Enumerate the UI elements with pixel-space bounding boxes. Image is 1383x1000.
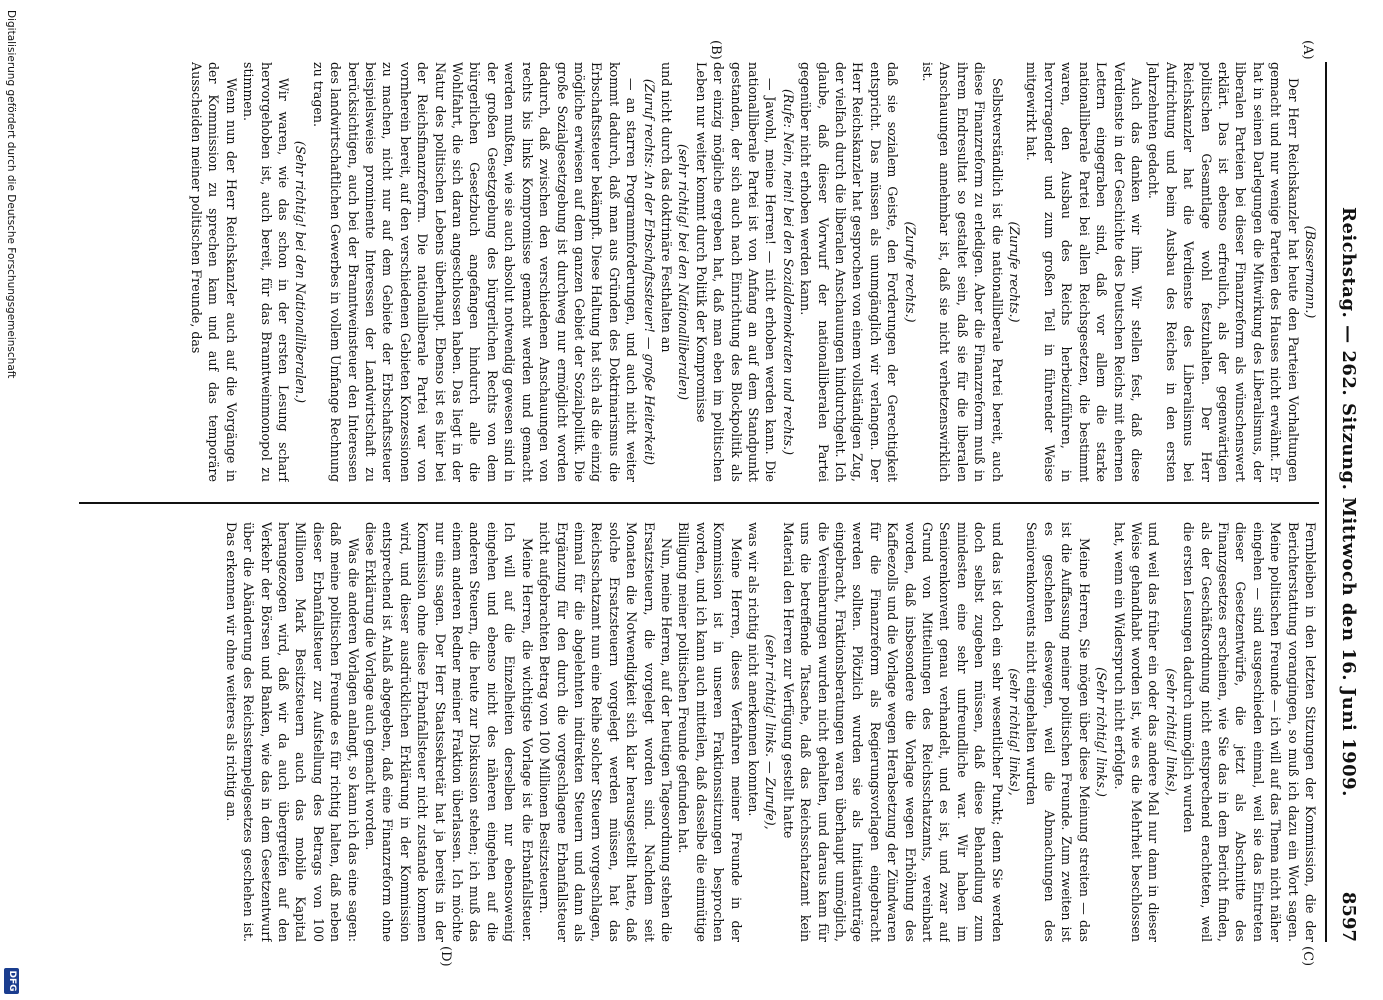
digitization-footer [0,0,21,1000]
paragraph: was wir als richtig nicht anerkennen konnten. [746,522,761,817]
header-title: Reichstag. — 262. Sitzung. Mittwoch den 16. Juni 1909. [1338,207,1359,797]
paragraph: und nicht durch das doktrinäre Festhalten an [658,62,674,353]
interjection: (Zuruf rechts: An der Erbschaftssteuer! — große Heiterkeit) [641,78,657,466]
margin-marker-b: (B) [708,40,723,60]
paragraph: daß sie sozialem Geiste, den Forderungen der Gerechtigkeit entspricht. Das müssen als unumgänglich wir verlangen. Der Herr Reichskanzler hat gesprochen von einem vollständigen Zug, der vielfach durch die liberalen Anschauungen hindurchgeht. Ich glaube, daß dieser Vorwurf der nationalliberalen Partei gegenüber nicht erhoben werden kann. [798,62,901,482]
paragraph: Was die anderen Vorlagen anlangt, so kann ich das eine sagen: daß meine politischen Freunde es für richtig halten, daß neben dieser Erbanfallsteuer zur Aufstellung des Betrags von 100 Millionen Mark Besitzsteuern auch das mobile Kapital herangezogen wird, daß wir da auch übergreifen auf den Verkehr der Börsen und Banken, wie das in dem Gesetzentwurf über die Abänderung des Reichsstempelgesetzes geschehen ist. Das erkennen wir ohne weiteres als richtig an. [223,522,361,942]
paragraph: Auch das danken wir ihm. Wir stellen fest, daß diese Verdienste in der Geschichte des Deutschen Reichs mit ehernen Lettern eingegraben sind, daß vor allem die starke nationalliberale Partei bei allen Reichsgesetzen, die bestimmt waren, den Ausbau des Reichs herbeizuführen, in hervorragender und zum großen Teil in führender Weise mitgewirkt hat. [1024,62,1144,482]
paragraph: Der Herr Reichskanzler hat heute den Parteien Vorhaltungen gemacht und nur wenige Parteien des Hauses nicht erwähnt. Er hat in seinen Darlegungen die Mitwirkung des Liberalismus, der liberalen Parteien bei dieser Finanzreform als wünschenswert erklärt. Das ist ebenso erfreulich, als der gegenwärtigen politischen Gesamtlage wohl festzuhalten. Der Herr Reichskanzler hat die Verdienste des Liberalismus bei Aufrichtung und beim Ausbau des Reiches in den ersten Jahrzehnten gedacht. [1146,62,1301,482]
interjection: (Sehr richtig! bei den Nationalliberalen.) [293,140,309,404]
paragraph: Nun, meine Herren, auf der heutigen Tagesordnung stehen die Ersatzsteuern, die vorgelegt worden sind. Nachdem seit Monaten die Notwendigkeit sich klar herausgestellt hatte, daß solche Ersatzsteuern vorgelegt werden müssen, hat das Reichsschatzamt nun eine Reihe solcher Steuern vorgeschlagen, einmal für die abgelehnten indirekten Steuern und dann als Ergänzung für den durch die vorgeschlagene Erbanfallsteuer nicht aufgebrachten Betrag von 100 Millionen Besitzsteuern. [537,522,674,942]
interjection: (Sehr richtig! links.) [1094,667,1110,797]
interjection: (sehr richtig! links), [1007,668,1023,796]
paragraph: Wenn nun der Herr Reichskanzler auch auf die Vorgänge in der Kommission zu sprechen kam und auf das temporäre Ausscheiden meiner politischen Freunde, das [189,62,239,482]
header-rule [1325,62,1327,942]
paragraph: und weil das früher ein oder das andere Mal nur dann in dieser Weise gehandhabt worden ist, wie es die Mehrheit beschlossen hat, wenn ein Widerspruch nicht erfolgte. [1111,522,1162,942]
interjection: (sehr richtig! bei den Nationalliberalen) [676,143,692,400]
paragraph: — Jawohl, meine Herren! — nicht erhoben werden kann. Die nationalliberale Partei ist von Anfang an auf dem Standpunkt gestanden, der sich auch nach Einrichtung des Blockpolitik als der einzig mögliche ergeben hat, daß man eben im politischen Leben nur weiter kommt durch Politik der Kompromisse [693,62,779,482]
interjection: (sehr richtig! links), [1163,668,1179,796]
margin-marker-a: (A) [1300,40,1315,60]
dfg-logo: DFG [4,968,19,994]
column-divider [79,502,1319,504]
interjection: (Rufe: Nein, nein! bei den Sozialdemokraten und rechts.) [780,88,796,456]
paragraph: Wir waren, wie das schon in der ersten Lesung scharf hervorgehoben ist, auch bereit, für das Branntweinmonopol zu stimmen. [241,62,292,482]
margin-marker-d: (D) [438,946,453,967]
paragraph: Selbstverständlich ist die nationalliberale Partei bereit, auch diese Finanzreform zu erledigen. Aber die Finanzreform muß in ihrem Endresultat so gestaltet sein, daß sie für die liberalen Anschauungen annehmbar ist, daß sie nicht verhetzenswirklich ist. [920,62,1005,482]
paragraph: Meine Herren, dieses Verfahren meiner Freunde in der Kommission ist in unseren Fraktionssitzungen besprochen worden, und ich kann auch mitteilen, daß dasselbe die einmütige Billigung meiner politischen Freunde gefunden hat. [676,522,744,942]
margin-marker-c: (C) [1300,946,1315,967]
paragraph: und das ist doch ein sehr wesentlicher Punkt; denn Sie werden doch selbst zugeben müssen, daß diese Behandlung zum mindesten eine sehr unfreundliche war. Wir haben im Seniorenkonvent genau verhandelt, und es ist, und zwar auf Grund von Mitteilungen des Reichsschatzamts, vereinbart worden, daß insbesondere die Vorlage wegen Erhöhung des Kaffeezolls und die Vorlage wegen Herabsetzung der Zündwaren für die Finanzreform als Regierungsvorlagen eingebracht werden sollten. Plötzlich wurden sie als Initiativanträge eingebracht, Fraktionsberatungen waren überhaupt unmöglich, die Vereinbarungen wurden nicht gehalten, und daraus kam für uns die betreffende Tatsache, daß das Reichsschatzamt kein Material den Herren zur Verfügung gestellt hatte [780,522,1005,942]
interjection: (Zurufe rechts.) [902,221,918,323]
page-number: 8597 [1338,891,1359,942]
funding-note: Digitalisierung gefördert durch die Deutsche Forschungsgemeinschaft [5,10,17,379]
left-column [59,62,1319,482]
interjection: (Zurufe rechts.) [1007,221,1023,323]
paragraph: Meine Herren, Sie mögen über diese Meinung streiten — das ist die Auffassung meiner politischen Freunde. Zum zweiten ist es geschehen deswegen, weil die Abmachungen des Seniorenkonvents nicht eingehalten wurden [1024,522,1092,942]
paragraph: Meine Herren, die wichtigste Vorlage ist die Erbanfallsteuer. Ich will auf die Einzelheiten derselben nur ebensowenig eingehen und ebenso nicht des näheren eingehen auf die anderen Steuern, die heute zur Diskussion stehen; ich muß das einem anderen Redner meiner Fraktion überlassen. Ich möchte nur eins sagen. Der Herr Staatssekretär hat ja bereits in der Kommission ohne diese Erbanfallsteuer nicht zustande kommen wird, und dieser ausdrücklichen Erklärung in der Kommission entsprechend ist Anlaß abgegeben, daß eine Finanzreform ohne diese Erklärung die Vorlage auch gemacht worden. [363,522,535,942]
interjection: (sehr richtig! links. — Zurufe), [763,634,779,830]
page-header [1329,62,1363,942]
speaker-name: (Bassermann.) [1303,225,1318,319]
paragraph: Fernbleiben in den letzten Sitzungen der Kommission, die der Berichterstattung vorangingen, so muß ich dazu ein Wort sagen. Meine politischen Freunde — ich will auf das Thema nicht näher eingehen — sind ausgeschieden einmal, weil sie das Eintreten dieser Gesetzentwürfe, die jetzt als Abschnitte des Finanzgesetzes erscheinen, wie Sie das in dem Bericht finden, als der Geschäftsordnung nicht entsprechend erachteten, weil die ersten Lesungen dadurch unmöglich wurden [1181,522,1318,942]
right-column [59,522,1319,942]
paragraph: — an starren Programmforderungen, und auch nicht weiter kommt dadurch, daß man aus Gründen des Doktrinarismus die Erbschaftssteuer bekämpft. Diese Haltung hat sich als die einzig mögliche erwiesen auf dem ganzen Gebiet der Sozialpolitik. Die große Sozialgesetzgebung ist durchweg nur ermöglicht worden dadurch, daß zwischen den verschiedenen Anschauungen von rechts bis links Kompromisse gemacht werden und gemacht werden mußten, wie sie auch absolut notwendig gewesen sind in der großen Gesetzgebung des bürgerlichen Rechts von dem bürgerlichen Gesetzbuch angefangen hindurch alle die Wohlfahrt, die sich daran angeschlossen haben. Das liegt in der Natur des politischen Lebens überhaupt. Ebenso ist es hier bei der Reichsfinanzreform. Die nationalliberale Partei war von vornherein bereit, auf den verschiedenen Gebieten Konzessionen zu machen, nicht nur auf dem Gebiete der Erbschaftssteuer beispielsweise prominente Interessen der Landwirtschaft zu berücksichtigen, auch bei der Branntweinsteuer den Interessen des landwirtschaftlichen Gewerbes in vollem Umfange Rechnung zu tragen. [310,62,640,482]
